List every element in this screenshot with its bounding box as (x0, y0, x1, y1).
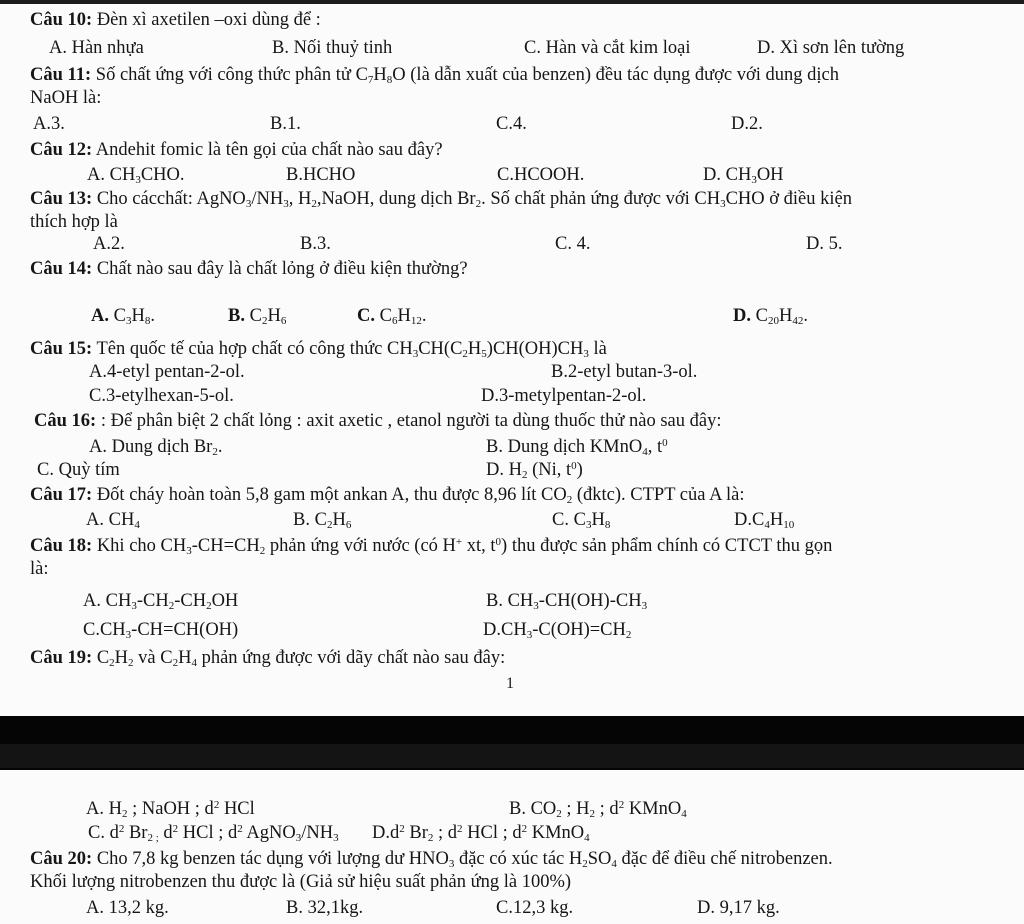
q14-option-b: B. $C_2H_6$ (228, 306, 287, 327)
q17-option-c: C. $C_3H_8$ (552, 510, 611, 531)
q11-line2: NaOH là: (30, 88, 102, 108)
q18-option-b: B. $CH_3-CH(OH)-CH_3$ (486, 591, 648, 612)
question-12: Câu 12: Andehit fomic là tên gọi của chất nào sau đây? (30, 140, 443, 160)
q15-option-b: B.2-etyl butan-3-ol. (551, 362, 698, 382)
question-15: Câu 15: Tên quốc tế của hợp chất có công thức $CH_3CH(C_2H_5)CH(OH)CH_3$ là (30, 339, 607, 360)
question-11: Câu 11: Số chất ứng với công thức phân tử $C_7H_8O$ (là dẫn xuất của benzen) đều tác dụng được với dung dịch (30, 65, 840, 86)
q20-option-b: B. 32,1kg. (286, 898, 364, 918)
q12-option-c: C.HCOOH. (497, 165, 585, 185)
q14-option-c: C. $C_6H_{12}$. (357, 306, 427, 327)
question-13: Câu 13: Cho cácchất: $AgNO_3/NH_3$, $H_2,NaOH$, dung dịch $Br_2$. Số chất phản ứng được với $CH_3CHO$ ở điều kiện (30, 189, 852, 210)
q20-line2: Khối lượng nitrobenzen thu được là (Giả sử hiệu suất phản ứng là 100%) (30, 872, 572, 892)
q16-option-c: C. Quỳ tím (37, 460, 120, 480)
question-number: Câu 18: (30, 536, 93, 556)
q13-option-b: B.3. (300, 234, 331, 254)
q11-option-a: A.3. (33, 114, 65, 134)
question-19: Câu 19: $C_2H_2$ và $C_2H_4$ phản ứng được với dãy chất nào sau đây: (30, 648, 506, 669)
q19-option-d: $D.d^2$ $Br_2$ ; $d^2$ HCl ; $d^2$ KMnO$_4$ (372, 823, 590, 844)
q10-option-d: D. Xì sơn lên tường (757, 38, 905, 58)
q18-line2: là: (30, 559, 49, 579)
q20-option-d: D. 9,17 kg. (697, 898, 780, 918)
question-number: Câu 16: (34, 411, 97, 431)
q17-option-b: B. $C_2H_6$ (293, 510, 352, 531)
q18-option-d: $D.CH_3-C(OH)=CH_2$ (483, 620, 632, 641)
question-17: Câu 17: Đốt cháy hoàn toàn 5,8 gam một ankan A, thu được 8,96 lít $CO_2$ (đktc). CTPT của A là: (30, 485, 745, 506)
q11-option-c: C.4. (496, 114, 527, 134)
q20-option-a: A. 13,2 kg. (86, 898, 169, 918)
q14-option-a: A. $C_3H_8$. (91, 306, 155, 327)
top-edge (0, 0, 1024, 4)
question-text: Đèn xì axetilen –oxi dùng để : (92, 10, 321, 30)
q13-option-a: A.2. (93, 234, 125, 254)
question-20: Câu 20: Cho 7,8 kg benzen tác dụng với lượng dư $HNO_3$ đặc có xúc tác $H_2SO_4$ đặc để điều chế nitrobenzen. (30, 849, 833, 870)
q10-option-a: A. Hàn nhựa (49, 38, 144, 58)
q18-option-a: A. $CH_3-CH_2-CH_2OH$ (83, 591, 239, 612)
q13-line2: thích hợp là (30, 212, 118, 232)
q11-option-b: B.1. (270, 114, 301, 134)
question-number: Câu 20: (30, 849, 93, 869)
question-14: Câu 14: Chất nào sau đây là chất lỏng ở điều kiện thường? (30, 259, 468, 279)
question-18: Câu 18: Khi cho $CH_3-CH=CH_2$ phản ứng với nước (có H+ xt, $t^0$) thu được sản phẩm chính có CTCT thu gọn (30, 536, 833, 557)
q19-option-c: C. $d^2$ $Br_{2 ;}$ $d^2$ HCl ; $d^2$ $AgNO_3/NH_3$ (88, 823, 339, 844)
q16-option-b: B. Dung dịch KMnO$_4$, $t^0$ (486, 437, 668, 458)
question-number: Câu 14: (30, 259, 93, 279)
question-number: Câu 10: (30, 10, 93, 30)
page-number: 1 (506, 675, 514, 692)
q16-option-a: A. Dung dịch $Br_2$. (89, 437, 223, 458)
q10-option-b: B. Nối thuỷ tinh (272, 38, 393, 58)
photo-dark-band (0, 716, 1024, 770)
question-10 (30, 9, 321, 31)
question-16: Câu 16: : Để phân biệt 2 chất lỏng : axit axetic , etanol người ta dùng thuốc thử nào sau đây: (34, 411, 722, 431)
q19-option-a: A. $H_2$ ; NaOH ; $d^2$ HCl (86, 799, 255, 820)
question-number: Câu 19: (30, 648, 93, 668)
q20-option-c: C.12,3 kg. (496, 898, 574, 918)
q16-option-d: D. $H_2$ (Ni, $t^0$) (486, 460, 583, 481)
q12-option-a: A. $CH_3CHO$. (87, 165, 185, 186)
q13-option-c: C. 4. (555, 234, 591, 254)
question-number: Câu 17: (30, 485, 93, 505)
q17-option-a: A. $CH_4$ (86, 510, 140, 531)
q11-option-d: D.2. (731, 114, 763, 134)
q15-option-a: A.4-etyl pentan-2-ol. (89, 362, 245, 382)
question-number: Câu 13: (30, 189, 93, 209)
question-number: Câu 12: (30, 140, 93, 160)
q12-option-b: B.HCHO (286, 165, 356, 185)
question-number: Câu 15: (30, 339, 93, 359)
q18-option-c: $C.CH_3-CH=CH(OH)$ (83, 620, 239, 641)
question-number: Câu 11: (30, 65, 92, 85)
q15-option-d: D.3-metylpentan-2-ol. (481, 386, 647, 406)
q10-option-c: C. Hàn và cắt kim loại (524, 38, 691, 58)
q14-option-d: D. $C_{20}H_{42}$. (733, 306, 808, 327)
q12-option-d: D. $CH_3OH$ (703, 165, 784, 186)
q13-option-d: D. 5. (806, 234, 843, 254)
q15-option-c: C.3-etylhexan-5-ol. (89, 386, 234, 406)
q19-option-b: B. $CO_2$ ; $H_2$ ; $d^2$ KMnO$_4$ (509, 799, 687, 820)
q17-option-d: $D.C_4H_{10}$ (734, 510, 795, 531)
